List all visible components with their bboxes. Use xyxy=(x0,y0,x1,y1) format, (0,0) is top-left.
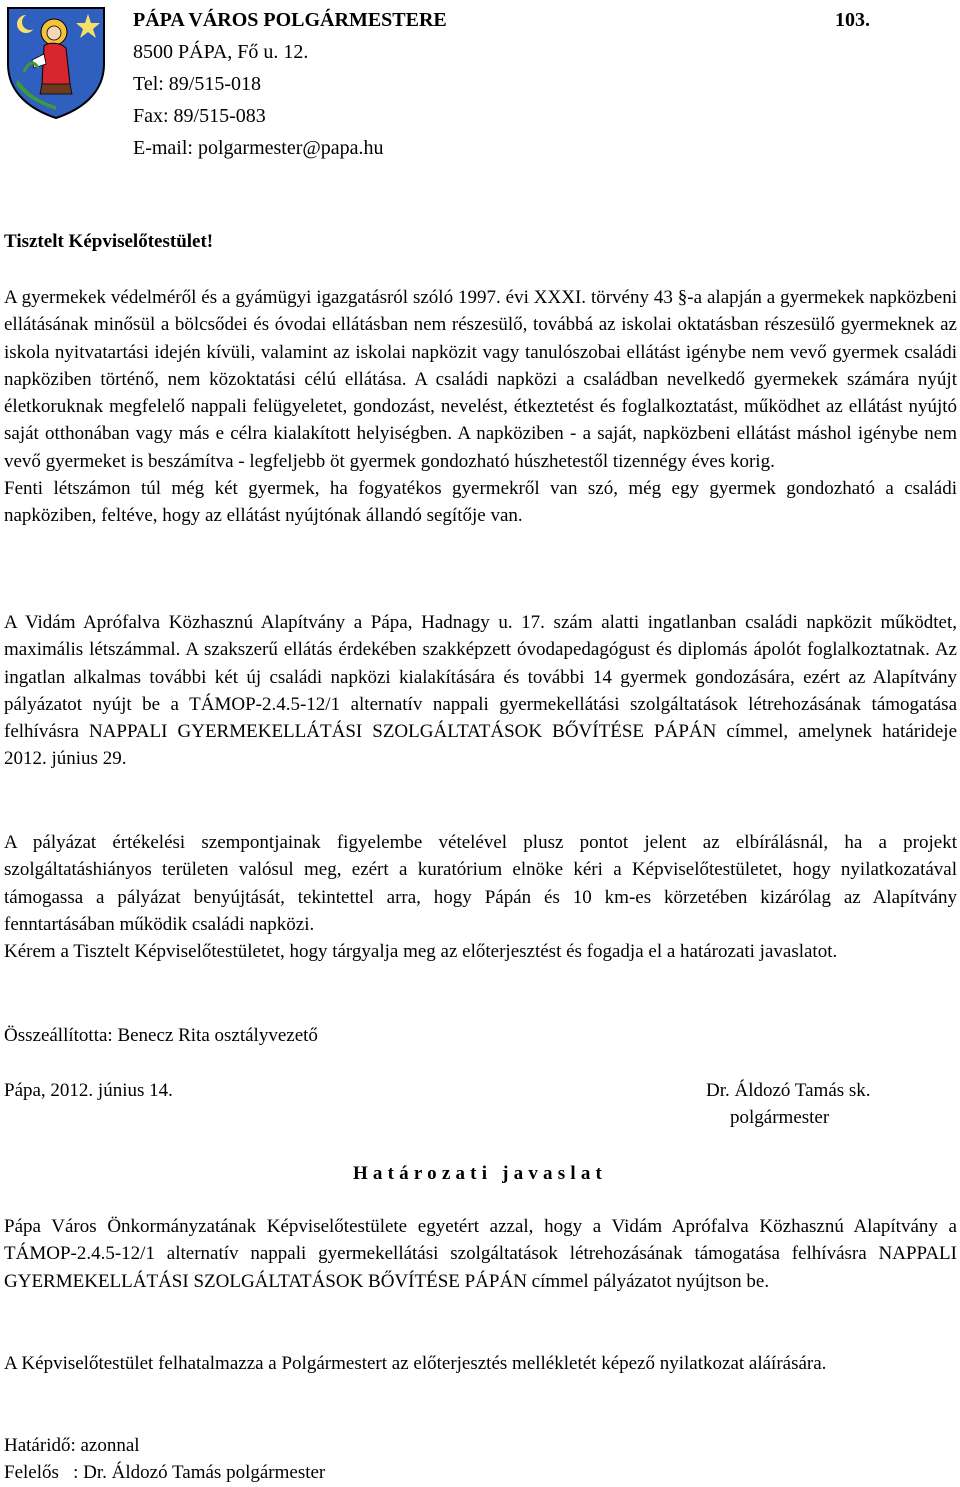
body-paragraph-1: A gyermekek védelméről és a gyámügyi igazgatásról szóló 1997. évi XXXI. törvény 43 §-a alapján a gyermekek napközbeni ellátásának minősül a bölcsődei és óvodai ellátásban nem részesülő, továbbá az iskolai oktatásban részesülő gyermeknek az iskola nyitvatartási idején kívüli, valamint az iskolai napközit vagy tanulószobai ellátást igénybe nem vevő gyermek családi napköziben történő, nem közoktatási célú ellátása. A családi napközi a családban nevelkedő gyermekek számára nyújt életkoruknak megfelelő nappali felügyeletet, gondozást, nevelést, étkeztetést és foglalkoztatást, működhet az ellátást nyújtó saját otthonában vagy más e célra kialakított helyiségben. A napköziben - a saját, napközbeni ellátást máshol igénybe nem vevő gyermeket is beszámítva - legfeljebb öt gyermek gondozható húszhetestől tizennégy éves korig. xyxy=(4,287,957,472)
body-paragraph-3: A Vidám Aprófalva Közhasznú Alapítvány a Pápa, Hadnagy u. 17. szám alatti ingatlanban családi napközit működtet, maximális létszámmal. A szakszerű ellátás érdekében szakképzett óvodapedagógust és diplomás ápolót foglalkoztatnak. Az ingatlan alkalmas további két új családi napközi kialakítására és további 14 gyermek gondozására, ezért az Alapítvány pályázatot nyújt be a TÁMOP-2.4.5-12/1 alternatív nappali gyermekellátási szolgáltatások létrehozásának támogatása felhívásra NAPPALI GYERMEKELLÁTÁSI SZOLGÁLTATÁSOK BŐVÍTÉSE PÁPÁN címmel, amelynek határideje 2012. június 29. xyxy=(4,612,957,770)
signer-role: polgármester xyxy=(730,1107,830,1128)
greeting: Tisztelt Képviselőtestület! xyxy=(4,231,214,252)
letterhead-email: E-mail: polgarmester@papa.hu xyxy=(133,137,384,159)
body-section-2 xyxy=(4,609,957,773)
letterhead-title: PÁPA VÁROS POLGÁRMESTERE xyxy=(133,9,447,31)
body-section-3 xyxy=(4,829,957,965)
coat-of-arms-icon xyxy=(4,2,108,120)
letterhead-fax: Fax: 89/515-083 xyxy=(133,105,266,127)
body-section-1 xyxy=(4,284,957,530)
letterhead xyxy=(133,4,893,164)
document-number: 103. xyxy=(835,9,870,31)
letterhead-tel: Tel: 89/515-018 xyxy=(133,73,262,95)
deadline: Határidő: azonnal xyxy=(4,1435,140,1456)
body-paragraph-5: Kérem a Tisztelt Képviselőtestületet, hogy tárgyalja meg az előterjesztést és fogadja el a határozati javaslatot. xyxy=(4,941,838,963)
signer-name: Dr. Áldozó Tamás sk. xyxy=(706,1080,871,1101)
resolution-paragraph-2: A Képviselőtestület felhatalmazza a Polgármestert az előterjesztés mellékletét képező nyilatkozat aláírására. xyxy=(4,1353,827,1374)
compiled-by: Összeállította: Benecz Rita osztályvezető xyxy=(4,1025,318,1046)
resolution-footer xyxy=(4,1432,957,1487)
body-paragraph-4: A pályázat értékelési szempontjainak figyelembe vételével plusz pontot jelent az elbírálásnál, ha a projekt szolgáltatáshiányos területen valósul meg, ezért a kuratórium elnöke kéri a Képviselőtestületet, hogy nyilatkozatával támogassa a pályázat benyújtását, tekintettel arra, hogy Pápán és 10 km-es körzetében kizárólag az Alapítvány fenntartásában működik családi napközi. xyxy=(4,832,957,935)
signature-block xyxy=(4,1077,957,1133)
place-date: Pápa, 2012. június 14. xyxy=(4,1080,173,1101)
responsible: Felelős : Dr. Áldozó Tamás polgármester xyxy=(4,1462,326,1484)
resolution-paragraph-1: Pápa Város Önkormányzatának Képviselőtestülete egyetért azzal, hogy a Vidám Aprófalva Közhasznú Alapítvány a TÁMOP-2.4.5-12/1 alternatív nappali gyermekellátási szolgáltatások létrehozásának támogatása felhívásra NAPPALI GYERMEKELLÁTÁSI SZOLGÁLTATÁSOK BŐVÍTÉSE PÁPÁN címmel pályázatot nyújtson be. xyxy=(4,1216,957,1292)
letterhead-address: 8500 PÁPA, Fő u. 12. xyxy=(133,41,309,63)
resolution-title: Határozati javaslat xyxy=(352,1163,608,1184)
body-paragraph-2: Fenti létszámon túl még két gyermek, ha fogyatékos gyermekről van szó, még egy gyermek gondozható a családi napköziben, feltéve, hogy az ellátást nyújtónak állandó segítője van. xyxy=(4,478,957,527)
